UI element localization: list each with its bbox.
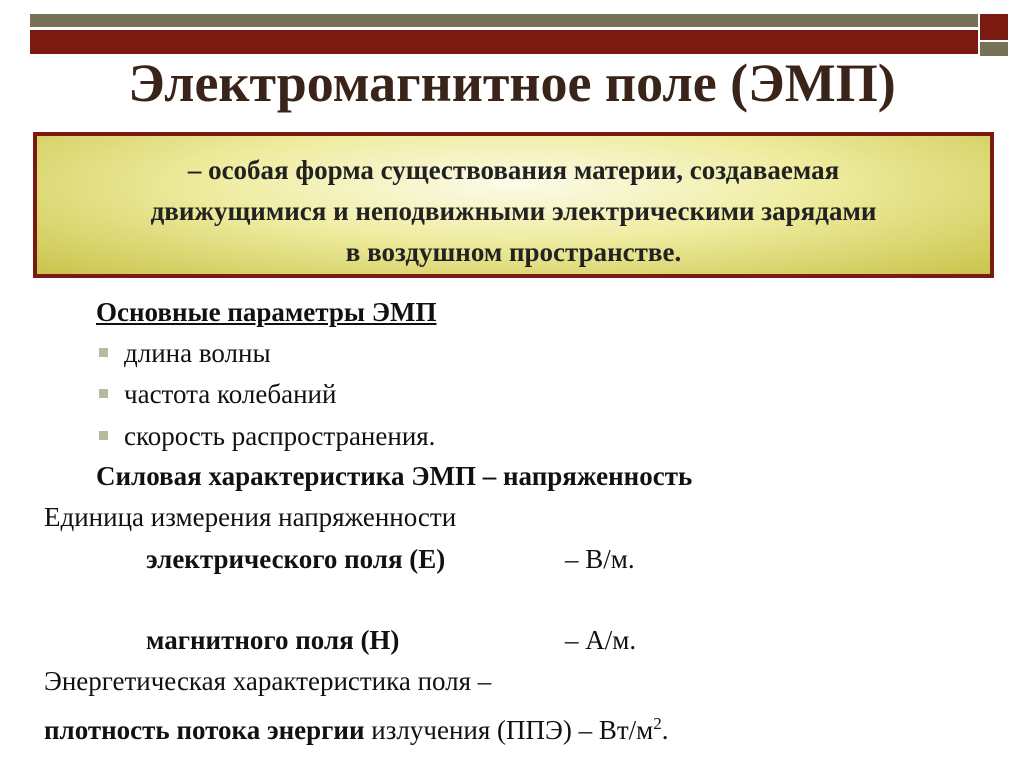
energy-characteristic: Энергетическая характеристика поля – <box>44 666 492 696</box>
electric-field-label: электрического поля (Е) <box>146 544 446 574</box>
param-item: скорость распространения. <box>124 421 436 451</box>
bullet-square-icon <box>99 348 108 357</box>
corner-square-red <box>980 14 1008 40</box>
definition-line: движущимися и неподвижными электрическими зарядами <box>150 196 877 226</box>
force-characteristic: Силовая характеристика ЭМП – напряженность <box>96 461 693 491</box>
flux-density-rest: излучения (ППЭ) – Вт/м <box>364 715 654 745</box>
flux-density-end: . <box>661 715 669 745</box>
definition-line: – особая форма существования материи, создаваемая <box>187 155 840 185</box>
unit-heading: Единица измерения напряженности <box>44 502 457 532</box>
electric-field-unit: – В/м. <box>565 544 635 574</box>
flux-density-term: плотность потока энергии <box>44 715 365 745</box>
bullet-square-icon <box>99 389 108 398</box>
magnetic-field-unit: – А/м. <box>565 625 637 655</box>
bullet-square-icon <box>99 431 108 440</box>
flux-density-line <box>44 708 668 746</box>
top-decorative-bar <box>30 14 978 54</box>
param-item: длина волны <box>124 338 271 368</box>
definition-box <box>33 132 994 278</box>
flux-density-exponent: 2 <box>653 714 662 733</box>
params-heading: Основные параметры ЭМП <box>96 297 437 327</box>
param-item: частота колебаний <box>124 379 337 409</box>
definition-line: в воздушном пространстве. <box>345 237 682 267</box>
slide-title: Электромагнитное поле (ЭМП) <box>128 53 896 113</box>
definition-text <box>37 150 990 273</box>
magnetic-field-label: магнитного поля (Н) <box>146 625 400 655</box>
